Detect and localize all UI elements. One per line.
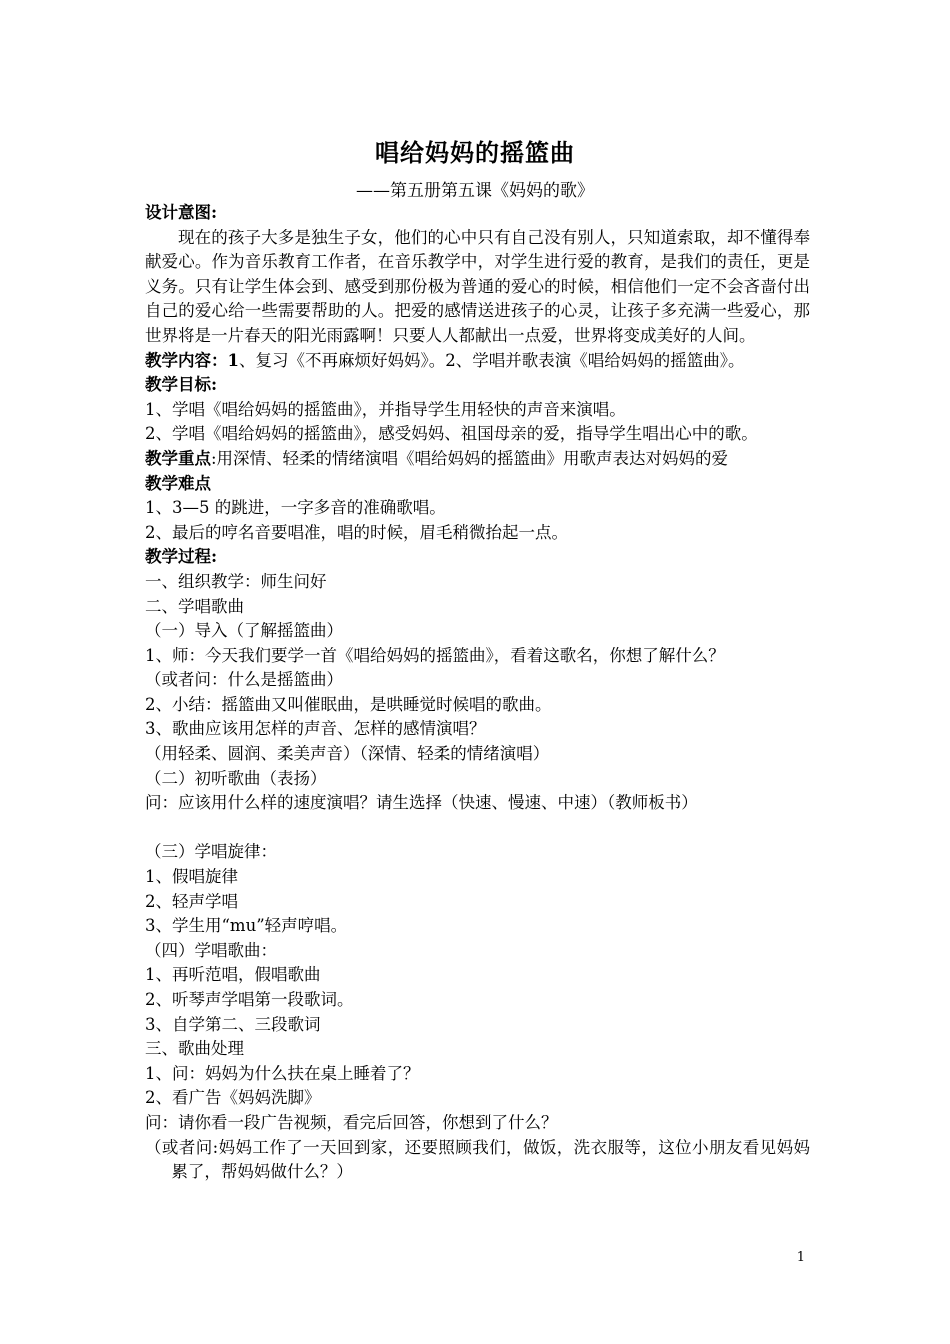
design-intent-paragraph: 现在的孩子大多是独生子女，他们的心中只有自己没有别人，只知道索取，却不懂得奉献爱心。作为音乐教育工作者，在音乐教学中，对学生进行爱的教育，是我们的责任，更是义务。只有让学生体会到、感受到那份极为普通的爱心的时候，相信他们一定不会吝啬付出自己的爱心给一些需要帮助的人。把爱的感情送进孩子的心灵，让孩子多充满一些爱心，那世界将是一片春天的阳光雨露啊！只要人人都献出一点爱，世界将变成美好的人间。 bbox=[145, 227, 810, 345]
process-last-paragraph: （或者问:妈妈工作了一天回到家，还要照顾我们，做饭，洗衣服等，这位小朋友看见妈妈累了，帮妈妈做什么？） bbox=[145, 1137, 810, 1182]
process-line: 三、歌曲处理 bbox=[145, 1039, 244, 1059]
process-line: 问：应该用什么样的速度演唱？请生选择（快速、慢速、中速）（教师板书） bbox=[145, 793, 698, 813]
teaching-process-heading: 教学过程: bbox=[145, 547, 218, 567]
process-line: 3、学生用“mu”轻声哼唱。 bbox=[145, 916, 348, 936]
teaching-focus bbox=[145, 447, 810, 472]
teaching-content-heading: 教学内容： bbox=[145, 350, 228, 370]
process-line: （或者问：什么是摇篮曲） bbox=[145, 670, 343, 690]
teaching-difficulty-heading: 教学难点 bbox=[145, 473, 211, 493]
process-line: 1、问：妈妈为什么扶在桌上睡着了？ bbox=[145, 1063, 420, 1083]
teaching-focus-text: :用深情、轻柔的情绪演唱《唱给妈妈的摇篮曲》用歌声表达对妈妈的爱 bbox=[211, 448, 729, 468]
process-line: 1、师：今天我们要学一首《唱给妈妈的摇篮曲》，看着这歌名，你想了解什么？ bbox=[145, 645, 725, 665]
process-line: （四）学唱歌曲： bbox=[145, 940, 277, 960]
teaching-focus-heading: 教学重点 bbox=[145, 448, 211, 468]
process-line: 2、小结：摇篮曲又叫催眠曲，是哄睡觉时候唱的歌曲。 bbox=[145, 694, 552, 714]
teaching-goal-item: 1、学唱《唱给妈妈的摇篮曲》，并指导学生用轻快的声音来演唱。 bbox=[145, 399, 626, 419]
teaching-goal-item: 2、学唱《唱给妈妈的摇篮曲》，感受妈妈、祖国母亲的爱，指导学生唱出心中的歌。 bbox=[145, 424, 758, 444]
process-line: 二、学唱歌曲 bbox=[145, 596, 244, 616]
design-intent-heading: 设计意图: bbox=[145, 203, 218, 222]
process-line: 2、轻声学唱 bbox=[145, 891, 238, 911]
process-line: 3、自学第二、三段歌词 bbox=[145, 1014, 321, 1034]
process-line: 1、假唱旋律 bbox=[145, 867, 238, 887]
teaching-content-number: 1 bbox=[227, 350, 239, 370]
process-line: （三）学唱旋律： bbox=[145, 842, 277, 862]
process-line: 1、再听范唱，假唱歌曲 bbox=[145, 965, 321, 985]
document-title: 唱给妈妈的摇篮曲 bbox=[375, 138, 575, 167]
process-line: （用轻柔、圆润、柔美声音）（深情、轻柔的情绪演唱） bbox=[145, 744, 550, 764]
document-subtitle: ——第五册第五课《妈妈的歌》 bbox=[356, 181, 594, 201]
teaching-content-text: 、复习《不再麻烦好妈妈》。2、学唱并歌表演《唱给妈妈的摇篮曲》。 bbox=[238, 350, 745, 370]
teaching-goals-heading: 教学目标: bbox=[145, 375, 218, 395]
teaching-content bbox=[145, 349, 810, 374]
process-line: 2、听琴声学唱第一段歌词。 bbox=[145, 990, 354, 1009]
process-line: 3、歌曲应该用怎样的声音、怎样的感情演唱？ bbox=[145, 719, 486, 739]
process-line: 问：请你看一段广告视频，看完后回答，你想到了什么？ bbox=[145, 1112, 558, 1132]
document-body bbox=[145, 201, 810, 1185]
process-line: （一）导入（了解摇篮曲） bbox=[145, 621, 343, 641]
process-line: （二）初听歌曲（表扬） bbox=[145, 768, 327, 788]
process-line: 2、看广告《妈妈洗脚》 bbox=[145, 1088, 321, 1108]
page-number: 1 bbox=[796, 1250, 805, 1265]
blank-line bbox=[145, 816, 810, 841]
process-line: 一、组织教学：师生问好 bbox=[145, 571, 327, 591]
difficulty-item: 2、最后的哼名音要唱准，唱的时候，眉毛稍微抬起一点。 bbox=[145, 522, 568, 542]
difficulty-item: 1、3—5 的跳进，一字多音的准确歌唱。 bbox=[145, 498, 446, 518]
